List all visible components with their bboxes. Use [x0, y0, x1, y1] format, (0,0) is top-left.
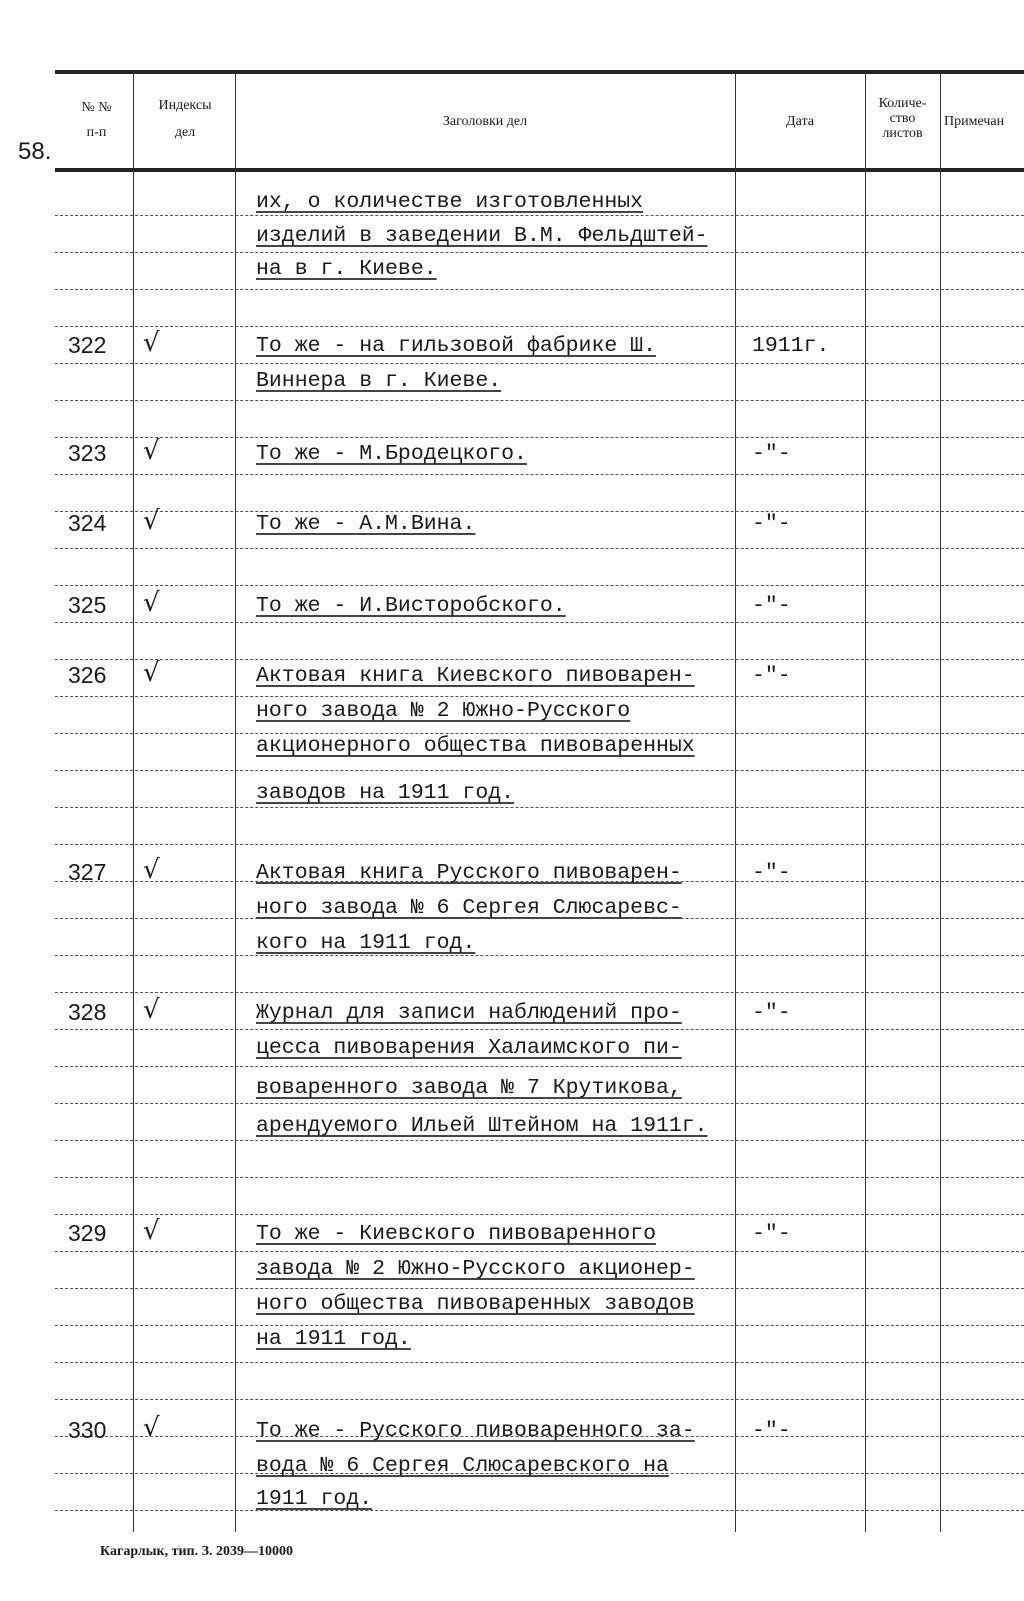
ruled-line [55, 326, 1024, 327]
ruled-line [55, 1251, 1024, 1252]
checkmark-icon: √ [143, 588, 160, 618]
entry-title-line: их, о количестве изготовленных [256, 190, 644, 214]
entry-title-line: акционерного общества пивоваренных [256, 734, 695, 758]
header-text: дел [174, 125, 196, 140]
column-divider [735, 72, 736, 1532]
checkmark-icon: √ [143, 855, 160, 885]
ruled-line [55, 1103, 1024, 1104]
header-date: Дата [786, 114, 814, 129]
ruled-line [55, 955, 1024, 956]
entry-number: 328 [68, 999, 107, 1025]
entry-title-line: ного завода № 6 Сергея Слюсаревс- [256, 896, 682, 920]
ruled-line [55, 215, 1024, 216]
ruled-line [55, 844, 1024, 845]
header-text: Индексы [158, 98, 212, 113]
checkmark-icon: √ [143, 1413, 160, 1443]
entry-number: 326 [68, 662, 107, 688]
page-number: 58. [18, 138, 52, 165]
entry-title-line: заводов на 1911 год. [256, 781, 515, 805]
ruled-line [55, 252, 1024, 253]
column-divider [940, 72, 941, 1532]
ruled-line [55, 696, 1024, 697]
ruled-line [55, 1140, 1024, 1141]
entry-date: -"- [752, 512, 791, 536]
ruled-line [55, 992, 1024, 993]
entry-date: -"- [752, 1222, 791, 1246]
checkmark-icon: √ [143, 506, 160, 536]
entry-number: 327 [68, 859, 107, 885]
header-notes: Примечан [944, 114, 1005, 129]
entry-title-line: То же - И.Висторобского. [256, 594, 566, 618]
entry-number: 322 [68, 332, 107, 358]
entry-title-line: на 1911 год. [256, 1327, 411, 1351]
column-divider [865, 72, 866, 1532]
ruled-line [55, 807, 1024, 808]
entry-title-line: То же - на гильзовой фабрике Ш. [256, 334, 656, 358]
ruled-line [55, 1362, 1024, 1363]
entry-title-line: То же - Русского пивоваренного за- [256, 1419, 695, 1443]
printer-imprint: Кагарлык, тип. З. 2039—10000 [100, 1544, 294, 1559]
ruled-line [55, 1177, 1024, 1178]
header-index [135, 98, 235, 140]
entry-number: 324 [68, 510, 107, 536]
entry-title-line: арендуемого Ильей Штейном на 1911г. [256, 1114, 708, 1138]
entry-number: 330 [68, 1417, 107, 1443]
header-text: п-п [86, 125, 107, 140]
ruled-line [55, 437, 1024, 438]
column-divider [235, 72, 236, 1532]
entry-number: 325 [68, 592, 107, 618]
checkmark-icon: √ [143, 995, 160, 1025]
entry-title-line: То же - А.М.Вина. [256, 512, 476, 536]
entry-title-line: воваренного завода № 7 Крутикова, [256, 1076, 682, 1100]
ruled-line [55, 363, 1024, 364]
entry-title-line: То же - Киевского пивоваренного [256, 1222, 656, 1246]
entry-date: -"- [752, 1419, 791, 1443]
entry-title-line: 1911 год. [256, 1487, 373, 1511]
ruled-line [55, 1066, 1024, 1067]
entry-title-line: Журнал для записи наблюдений про- [256, 1001, 682, 1025]
header-text: ство [889, 111, 916, 126]
checkmark-icon: √ [143, 436, 160, 466]
entry-title-line: Актовая книга Киевского пивоварен- [256, 664, 695, 688]
ruled-line [55, 1214, 1024, 1215]
entry-date: 1911г. [752, 334, 830, 358]
ruled-line [55, 1029, 1024, 1030]
entry-title-line: изделий в заведении В.М. Фельдштей- [256, 224, 708, 248]
ruled-line [55, 770, 1024, 771]
entry-date: -"- [752, 861, 791, 885]
entry-title-line: Виннера в г. Киеве. [256, 369, 502, 393]
ruled-line [55, 400, 1024, 401]
ruled-line [55, 289, 1024, 290]
column-divider [133, 72, 134, 1532]
entry-number: 329 [68, 1220, 107, 1246]
entry-title-line: завода № 2 Южно-Русского акционер- [256, 1257, 695, 1281]
entry-title-line: на в г. Киеве. [256, 257, 437, 281]
ruled-line [55, 1288, 1024, 1289]
entry-title-line: То же - М.Бродецкого. [256, 442, 527, 466]
header-text: № № [81, 100, 112, 115]
checkmark-icon: √ [143, 658, 160, 688]
ruled-line [55, 622, 1024, 623]
entry-title-line: Актовая книга Русского пивоварен- [256, 861, 682, 885]
header-title: Заголовки дел [442, 114, 528, 129]
entry-title-line: вода № 6 Сергея Слюсаревского на [256, 1454, 669, 1478]
header-bottom-rule [55, 168, 1024, 172]
entry-date: -"- [752, 594, 791, 618]
header-text: листов [882, 126, 923, 141]
ruled-line [55, 548, 1024, 549]
entry-title-line: цесса пивоварения Халаимского пи- [256, 1036, 682, 1060]
entry-date: -"- [752, 664, 791, 688]
ruled-line [55, 511, 1024, 512]
entry-date: -"- [752, 442, 791, 466]
ruled-line [55, 1399, 1024, 1400]
ruled-line [55, 659, 1024, 660]
entry-title-line: ного завода № 2 Южно-Русского [256, 699, 631, 723]
header-sheets [865, 96, 940, 141]
checkmark-icon: √ [143, 328, 160, 358]
entry-date: -"- [752, 1001, 791, 1025]
header-top-rule [55, 70, 1024, 74]
entry-title-line: ного общества пивоваренных заводов [256, 1292, 695, 1316]
entry-title-line: кого на 1911 год. [256, 931, 476, 955]
ruled-line [55, 1325, 1024, 1326]
ruled-line [55, 585, 1024, 586]
header-number [60, 100, 133, 140]
checkmark-icon: √ [143, 1216, 160, 1246]
header-text: Количе- [878, 96, 927, 111]
ruled-line [55, 474, 1024, 475]
entry-number: 323 [68, 440, 107, 466]
ruled-line [55, 1510, 1024, 1511]
